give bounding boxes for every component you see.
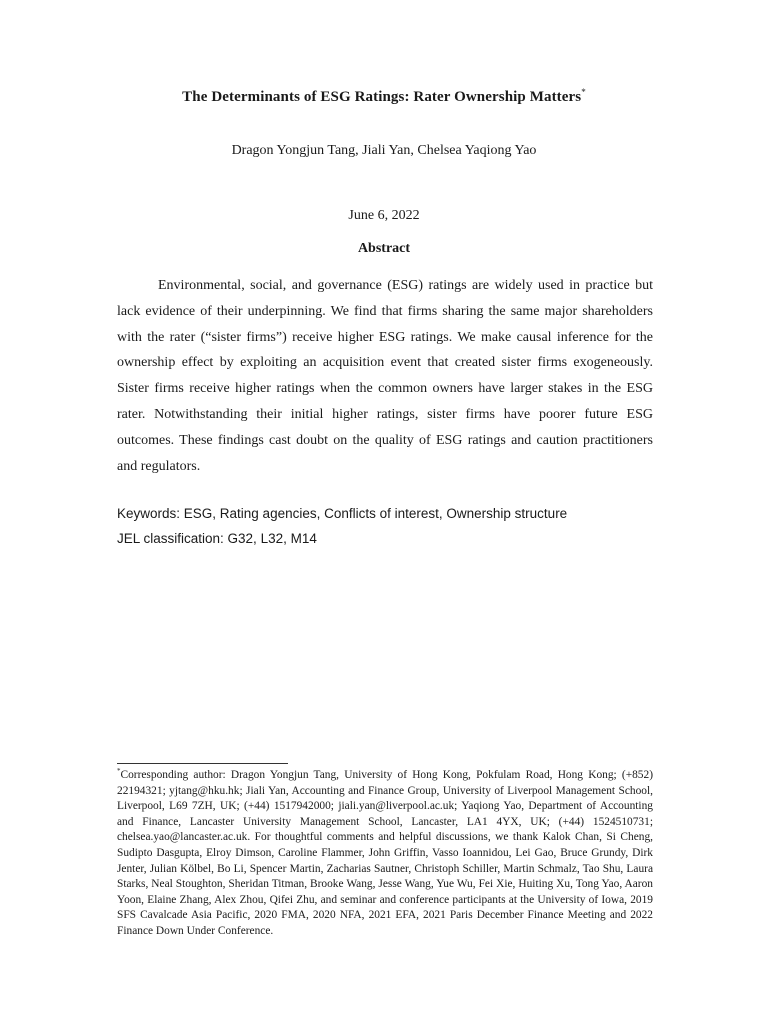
jel-classification-line: JEL classification: G32, L32, M14 — [117, 531, 317, 546]
footnote-divider — [117, 763, 288, 764]
footnote — [117, 768, 653, 940]
footnote-marker: * — [117, 767, 121, 776]
keywords-block — [117, 501, 567, 551]
footnote-text: Corresponding author: Dragon Yongjun Tang, University of Hong Kong, Pokfulam Road, Hong Kong; (+852) 22194321; yjtang@hku.hk; Jiali Yan, Accounting and Finance Group, University of Liverpool Management School, Liverpool, L69 7ZH, UK; (+44) 1517942000; jiali.yan@liverpool.ac.uk; Yaqiong Yao, Department of Accounting and Finance, Lancaster University Management School, Lancaster, LA1 4YX, UK; (+44) 1524510731; chelsea.yao@lancaster.ac.uk. For thoughtful comments and helpful discussions, we thank Kalok Chan, Si Cheng, Sudipto Dasgupta, Elroy Dimson, Caroline Flammer, John Griffin, Vasso Ioannidou, Lei Gao, Bruce Grundy, Dirk Jenter, Julian Kölbel, Bo Li, Spencer Martin, Zacharias Sautner, Christoph Schiller, Martin Schmalz, Tao Shu, Laura Starks, Neal Stoughton, Sheridan Titman, Brooke Wang, Jesse Wang, Yue Wu, Fei Xie, Huiting Xu, Tong Yao, Aaron Yoon, Elaine Zhang, Alex Zhou, Qifei Zhu, and seminar and conference participants at the University of Iowa, 2019 SFS Cavalcade Asia Pacific, 2020 FMA, 2020 NFA, 2021 EFA, 2021 Paris December Finance Meeting and 2022 Finance Down Under Conference. — [117, 769, 653, 937]
abstract-heading: Abstract — [357, 241, 411, 256]
paper-date: June 6, 2022 — [348, 208, 420, 223]
title-footnote-marker: * — [581, 87, 586, 97]
paper-title-text: The Determinants of ESG Ratings: Rater Ownership Matters — [182, 89, 582, 105]
paper-authors: Dragon Yongjun Tang, Jiali Yan, Chelsea Yaqiong Yao — [231, 143, 537, 158]
abstract-body: Environmental, social, and governance (ESG) ratings are widely used in practice but lack evidence of their underpinning. We find that firms sharing the same major shareholders with the rater (“sister firms”) receive higher ESG ratings. We make causal inference for the ownership effect by exploiting an acquisition event that created sister firms exogeneously. Sister firms receive higher ratings when the common owners have larger stakes in the ESG rater. Notwithstanding their initial higher ratings, sister firms have poorer future ESG outcomes. These findings cast doubt on the quality of ESG ratings and caution practitioners and regulators. — [117, 278, 653, 474]
paper-title — [0, 89, 768, 106]
keywords-line: Keywords: ESG, Rating agencies, Conflicts of interest, Ownership structure — [117, 506, 568, 521]
